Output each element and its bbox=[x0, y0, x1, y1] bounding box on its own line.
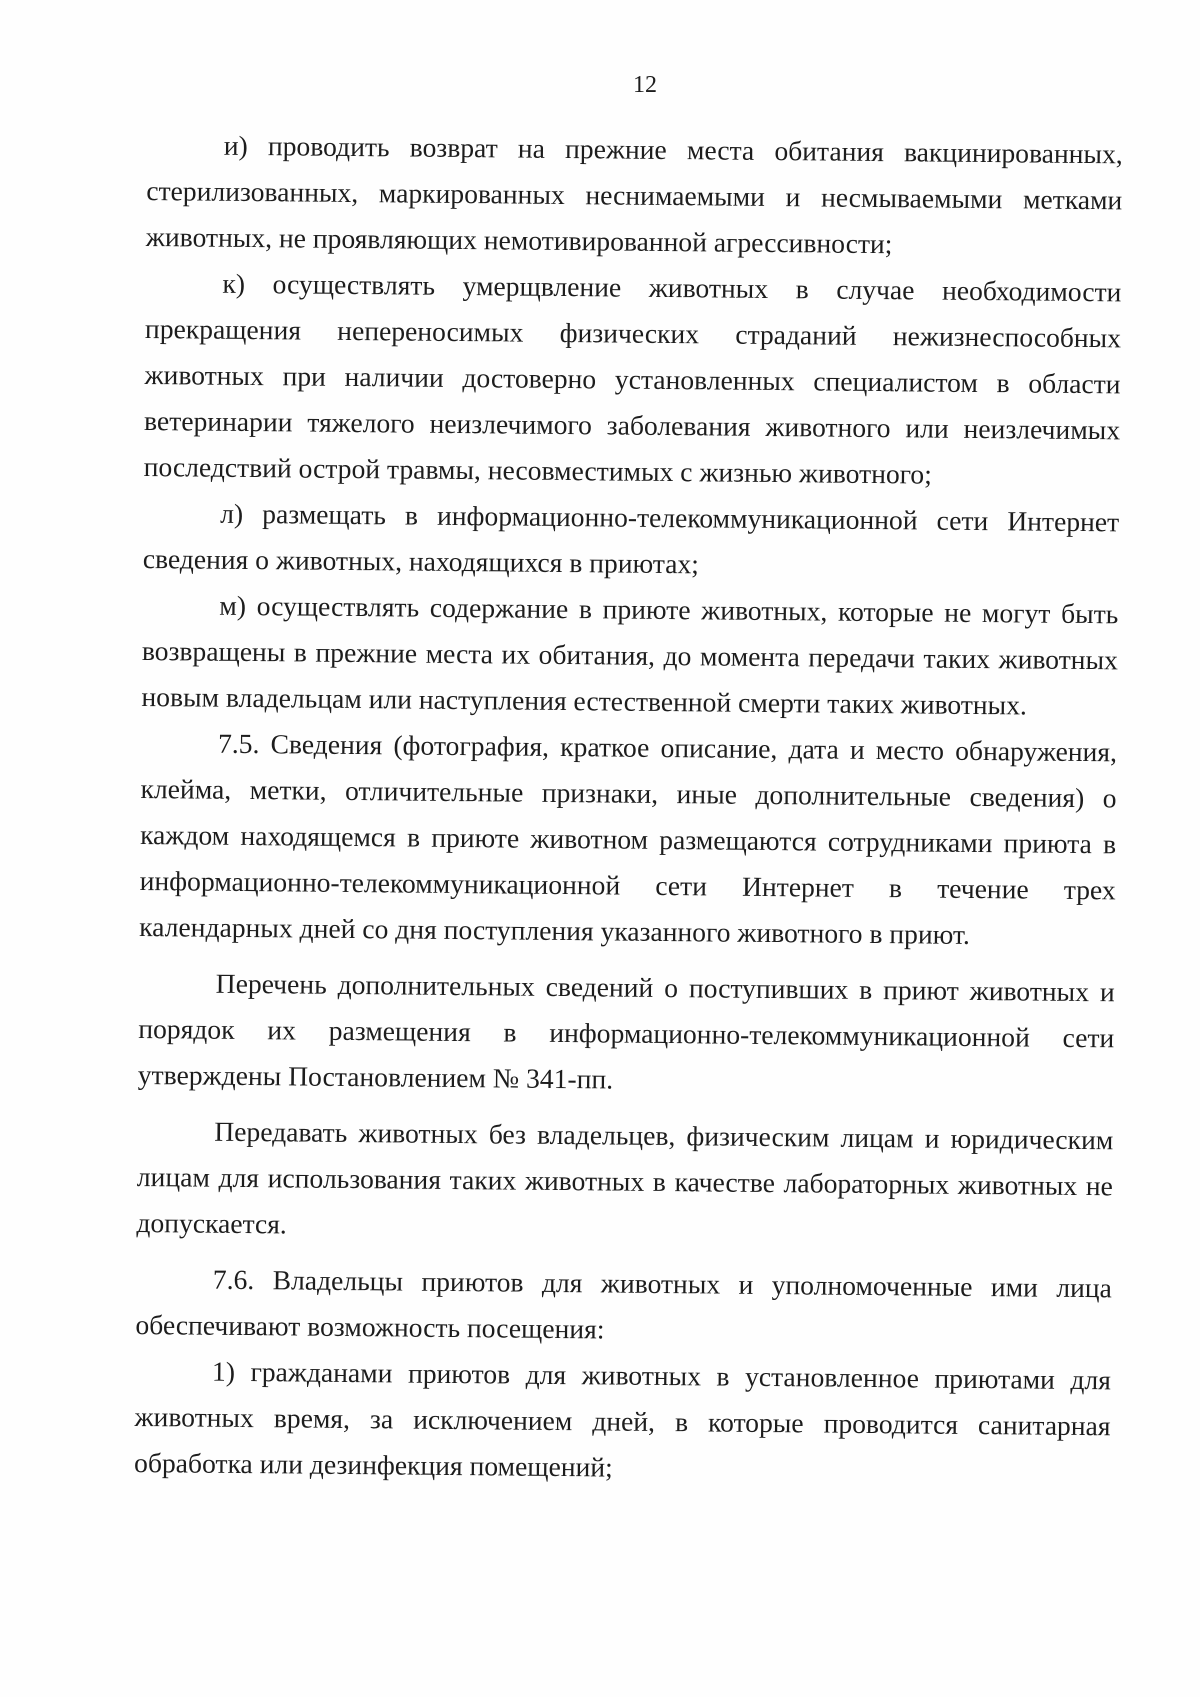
paragraph-item-i: и) проводить возврат на прежние места обитания вакцинированных, стерилизованных, маркированных неснимаемыми и несмываемыми метками животных, не проявляющих немотивированной агрессивности; bbox=[145, 129, 1123, 260]
paragraph-item-m: м) осуществлять содержание в приюте животных, которые не могут быть возвращены в прежние места их обитания, до момента передачи таких животных новым владельцам или наступления естественной смерти таких животных. bbox=[141, 589, 1119, 721]
paragraph-section-7-5: 7.5. Сведения (фотография, краткое описание, дата и место обнаружения, клейма, метки, отличительные признаки, иные дополнительные сведения) о каждом находящемся в приюте животном размещаются сотрудниками приюта в информационно-телекоммуникационной сети Интернет в течение трех календарных дней со дня поступления указанного животного в приют. bbox=[139, 727, 1118, 950]
paragraph-item-l: л) размещать в информационно-телекоммуникационной сети Интернет сведения о животных, находящихся в приютах; bbox=[142, 497, 1120, 580]
document-body bbox=[134, 122, 1123, 1495]
paragraph-section-7-6: 7.6. Владельцы приютов для животных и уполномоченные ими лица обеспечивают возможность посещения: bbox=[135, 1263, 1113, 1345]
paragraph-item-k: к) осуществлять умерщвление животных в случае необходимости прекращения непереносимых физических страданий нежизнеспособных животных при наличии достоверно установленных специалистом в области ветеринарии тяжелого неизлечимого заболевания животного или неизлечимых последствий острой травмы, несовместимых с жизнью животного; bbox=[143, 267, 1122, 490]
paragraph-transfer-prohibition: Передавать животных без владельцев, физическим лицам и юридическим лицам для использования таких животных в качестве лабораторных животных не допускается. bbox=[136, 1115, 1114, 1240]
paragraph-additional-info-list: Перечень дополнительных сведений о поступивших в приют животных и порядок их размещения в информационно-телекоммуникационной сети утверждены Постановлением № 341-пп. bbox=[137, 967, 1115, 1095]
paragraph-visit-item-1: 1) гражданами приютов для животных в установленное приютами для животных время, за исключением дней, в которые проводится санитарная обработка или дезинфекция помещений; bbox=[133, 1355, 1112, 1483]
page-number: 12 bbox=[633, 72, 657, 98]
